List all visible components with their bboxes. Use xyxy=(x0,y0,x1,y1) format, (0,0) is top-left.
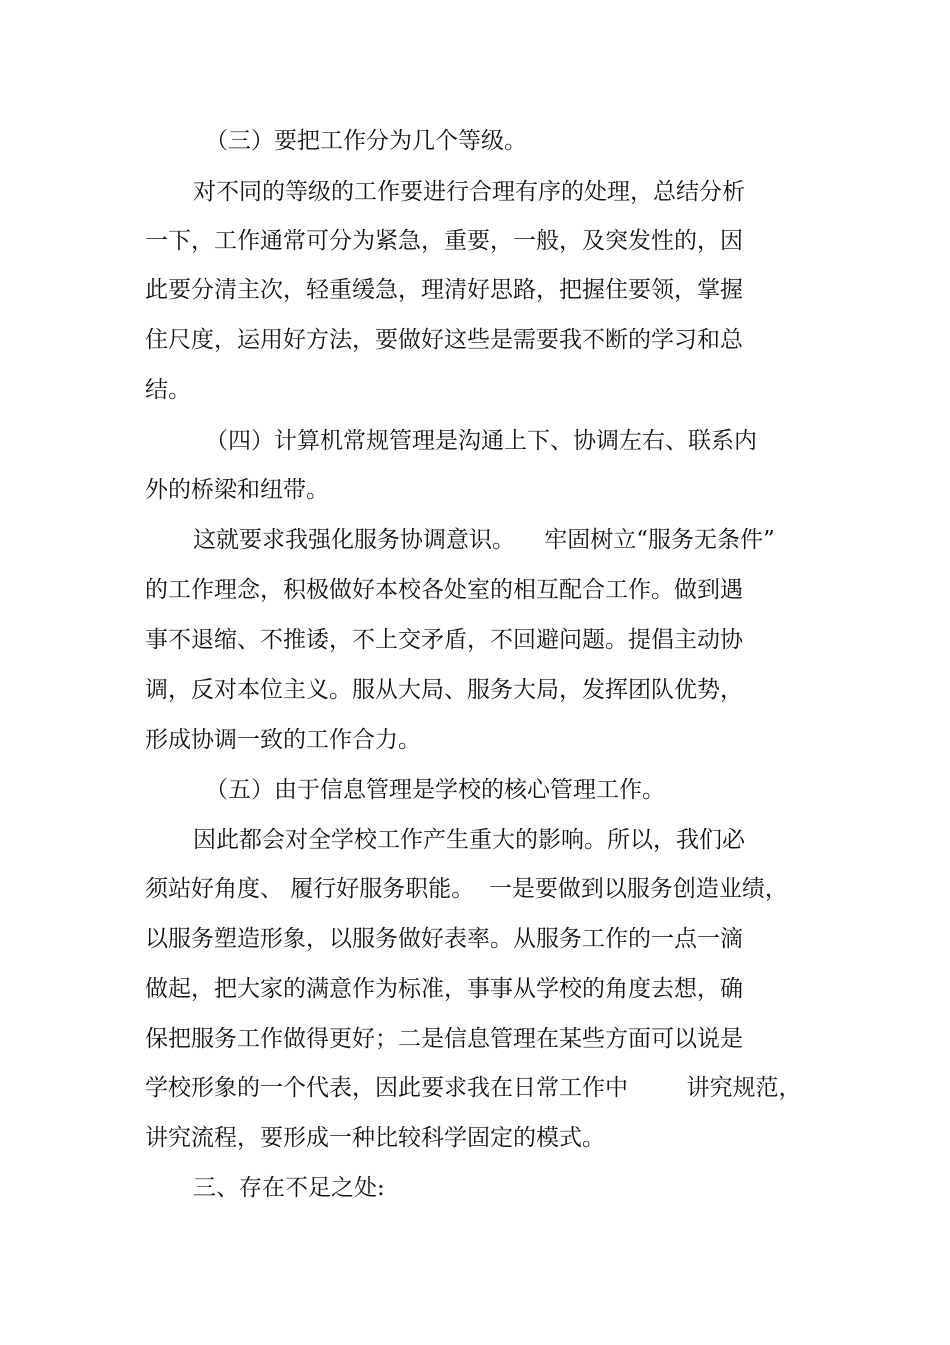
heading-section-5: （五）由于信息管理是学校的核心管理工作。 xyxy=(205,777,665,803)
paragraph-line: 须站好角度、 履行好服务职能。 一是要做到以服务创造业绩， xyxy=(145,876,788,902)
heading-section-4: （四）计算机常规管理是沟通上下、协调左右、联系内 xyxy=(205,428,757,454)
heading-shortcomings: 三、存在不足之处: xyxy=(193,1175,385,1201)
paragraph-line: 讲究流程，要形成一种比较科学固定的模式。 xyxy=(145,1125,605,1151)
paragraph-line: 一下，工作通常可分为紧急，重要，一般，及突发性的，因 xyxy=(145,228,743,254)
paragraph-line: 此要分清主次，轻重缓急，理清好思路，把握住要领，掌握 xyxy=(145,277,743,303)
paragraph-line: 以服务塑造形象，以服务做好表率。从服务工作的一点一滴 xyxy=(145,926,743,952)
heading-section-3: （三）要把工作分为几个等级。 xyxy=(205,128,527,154)
paragraph-line: 结。 xyxy=(145,377,191,403)
paragraph-line: 调，反对本位主义。服从大局、服务大局，发挥团队优势， xyxy=(145,677,743,703)
paragraph-line: 形成协调一致的工作合力。 xyxy=(145,727,421,753)
paragraph-line: 这就要求我强化服务协调意识。 牢固树立“服务无条件” xyxy=(193,527,775,553)
paragraph-line: 外的桥梁和纽带。 xyxy=(145,477,329,503)
paragraph-line: 保把服务工作做得更好；二是信息管理在某些方面可以说是 xyxy=(145,1026,743,1052)
paragraph-line: 做起，把大家的满意作为标准，事事从学校的角度去想，确 xyxy=(145,976,743,1002)
paragraph-line: 对不同的等级的工作要进行合理有序的处理，总结分析 xyxy=(193,179,745,205)
paragraph-line: 住尺度，运用好方法，要做好这些是需要我不断的学习和总 xyxy=(145,327,743,353)
paragraph-line: 因此都会对全学校工作产生重大的影响。所以，我们必 xyxy=(193,827,745,853)
paragraph-line: 事不退缩、不推诿，不上交矛盾，不回避问题。提倡主动协 xyxy=(145,627,743,653)
paragraph-line: 学校形象的一个代表，因此要求我在日常工作中 讲究规范， xyxy=(145,1075,802,1101)
paragraph-line: 的工作理念，积极做好本校各处室的相互配合工作。做到遇 xyxy=(145,577,743,603)
